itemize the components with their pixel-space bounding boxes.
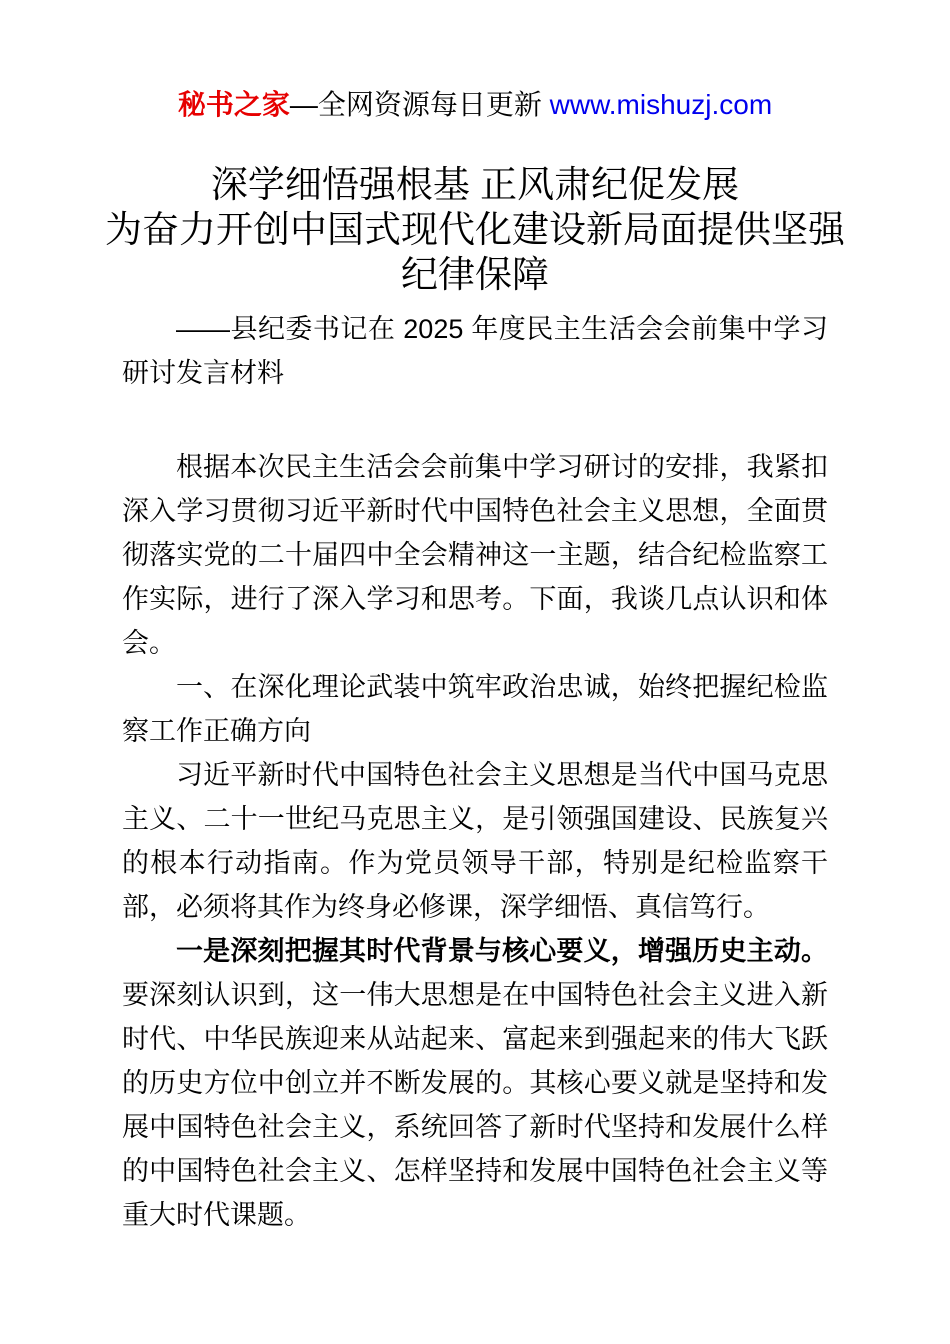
document-content <box>122 307 828 1237</box>
title-line-3: 纪律保障 <box>401 254 549 295</box>
paragraph-point-one-text: 要深刻认识到，这一伟大思想是在中国特色社会主义进入新时代、中华民族迎来从站起来、富起来到强起来的伟大飞跃的历史方位中创立并不断发展的。其核心要义就是坚持和发展中国特色社会主义，系统回答了新时代坚持和发展什么样的中国特色社会主义、怎样坚持和发展中国特色社会主义等重大时代课题。 <box>122 980 828 1230</box>
section-heading-1: 一、在深化理论武装中筑牢政治忠诚，始终把握纪检监察工作正确方向 <box>122 672 828 746</box>
paragraph-theory: 习近平新时代中国特色社会主义思想是当代中国马克思主义、二十一世纪马克思主义，是引领强国建设、民族复兴的根本行动指南。作为党员领导干部，特别是纪检监察干部，必须将其作为终身必修课，深学细悟、真信笃行。 <box>122 760 828 922</box>
paragraph-lead-bold: 一是深刻把握其时代背景与核心要义，增强历史主动。 <box>176 936 828 966</box>
paragraph-point-one <box>122 929 828 1237</box>
document-subtitle: ——县纪委书记在 2025 年度民主生活会会前集中学习研讨发言材料 <box>122 314 828 388</box>
document-title <box>0 162 950 297</box>
title-line-2: 为奋力开创中国式现代化建设新局面提供坚强 <box>105 209 845 250</box>
paragraph-intro: 根据本次民主生活会会前集中学习研讨的安排，我紧扣深入学习贯彻习近平新时代中国特色社会主义思想，全面贯彻落实党的二十届四中全会精神这一主题，结合纪检监察工作实际，进行了深入学习和思考。下面，我谈几点认识和体会。 <box>122 452 828 658</box>
title-line-1: 深学细悟强根基 正风肃纪促发展 <box>210 164 740 205</box>
site-tagline: —全网资源每日更新 <box>289 89 550 120</box>
document-body <box>122 445 828 1237</box>
site-header <box>0 88 950 122</box>
site-name: 秘书之家 <box>177 89 290 120</box>
site-url-link[interactable]: www.mishuzj.com <box>549 89 773 120</box>
